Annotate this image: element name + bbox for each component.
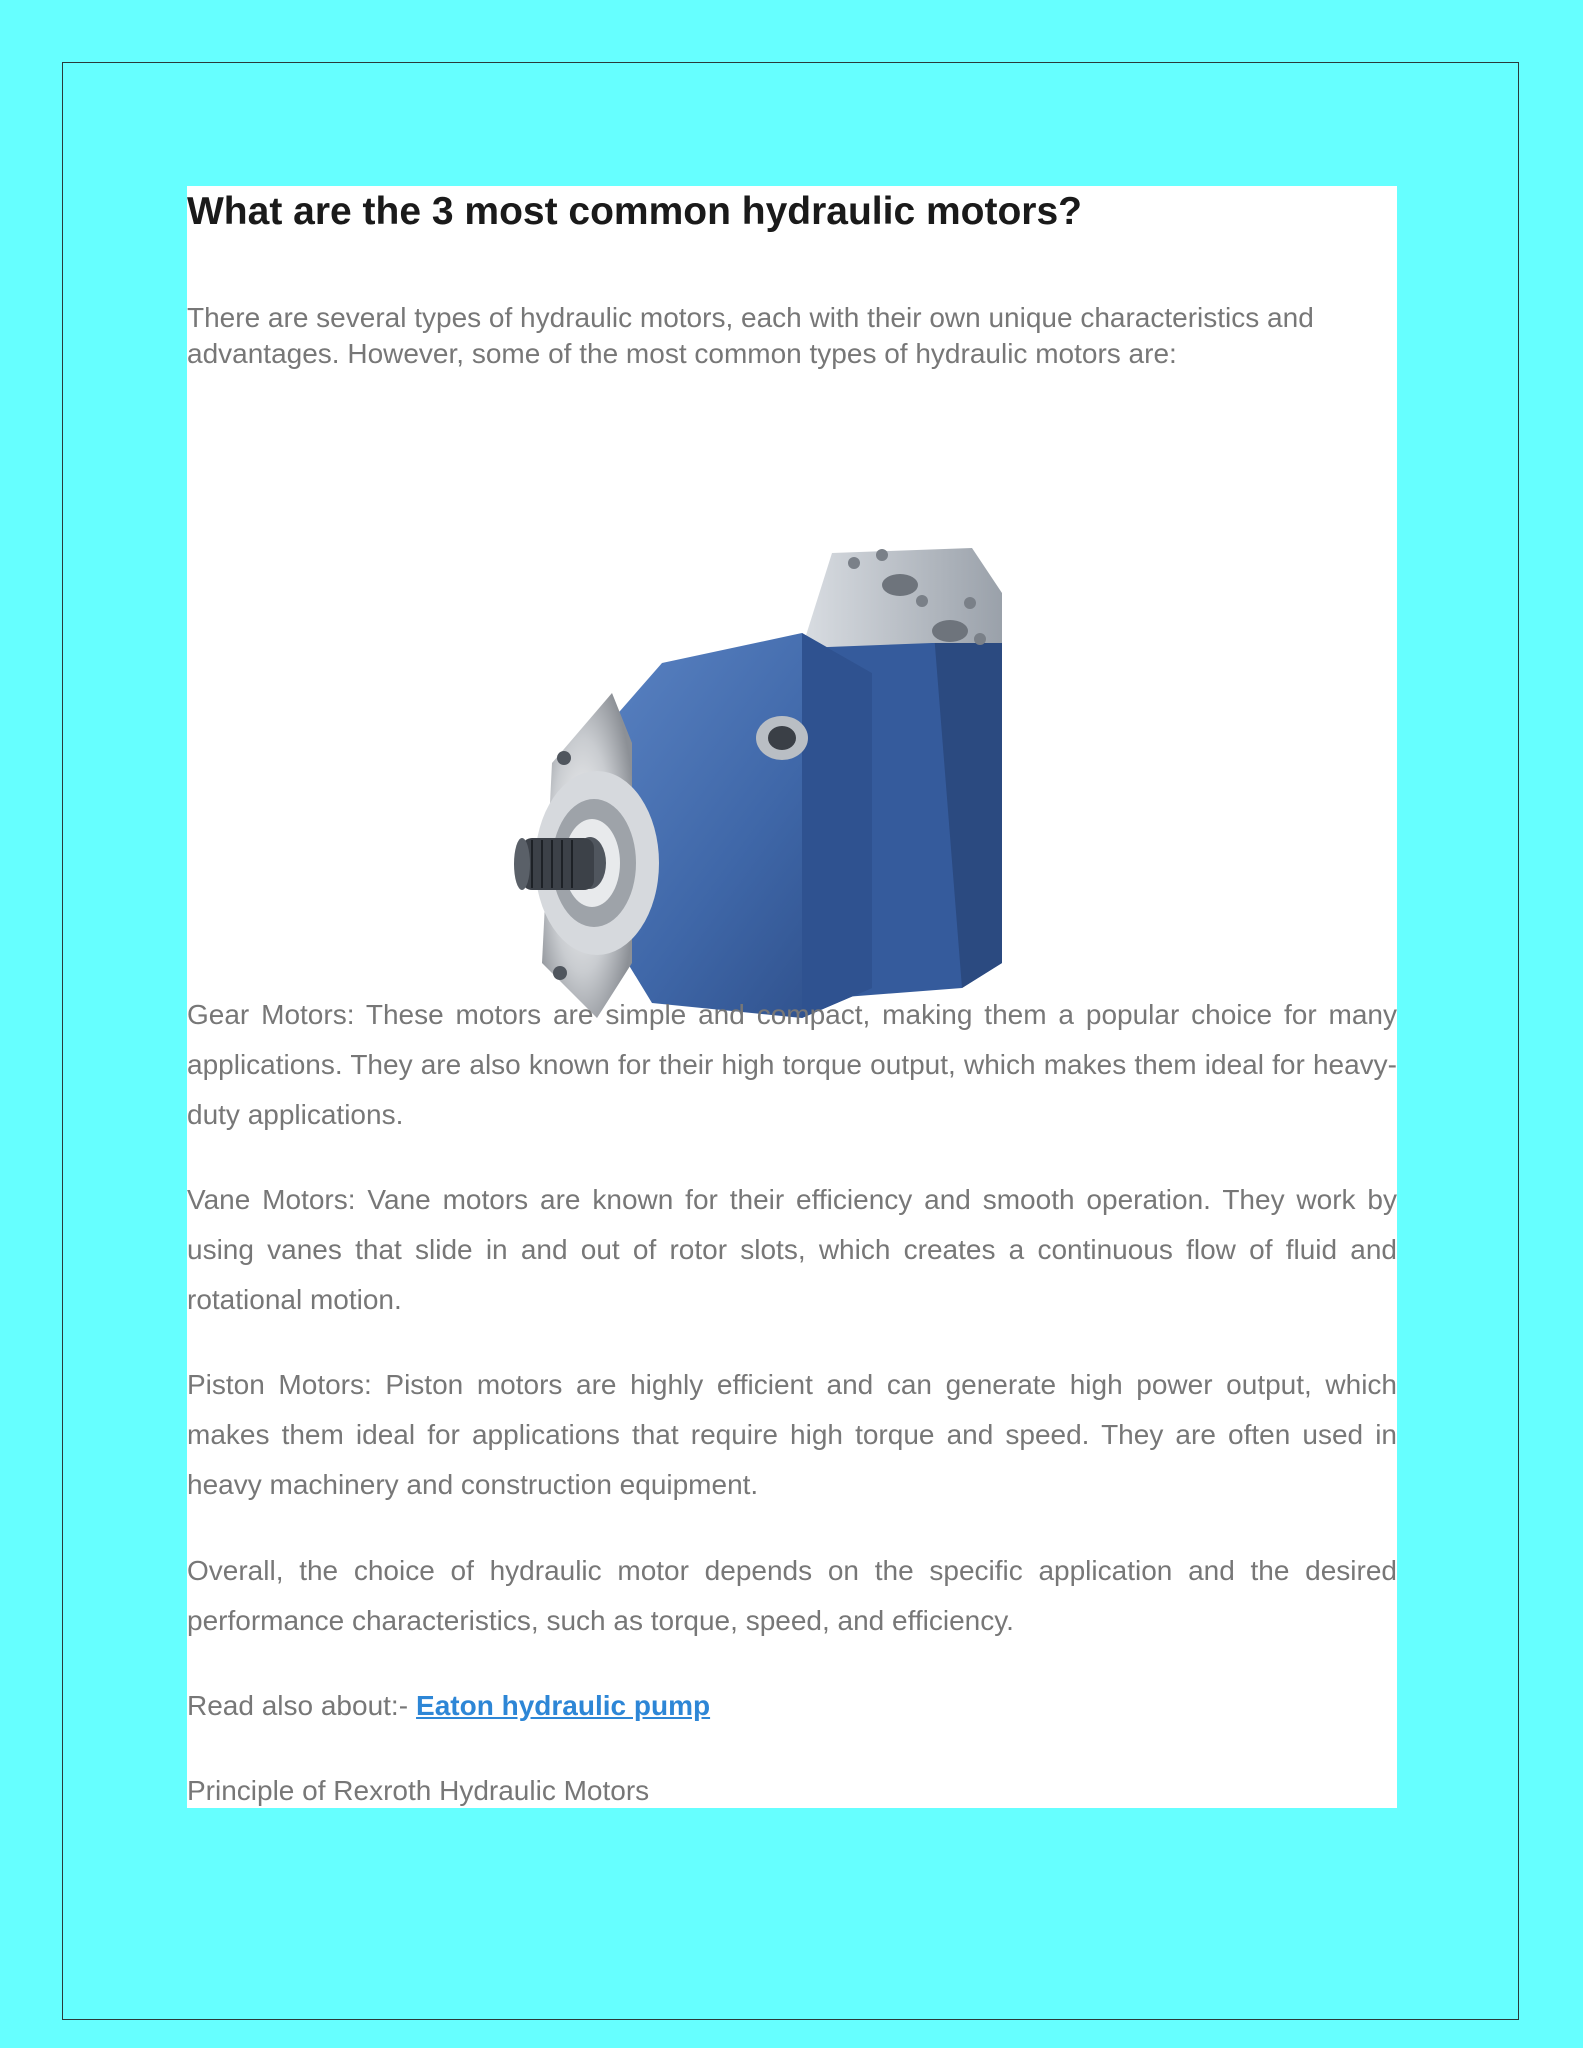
read-also-line [187, 1681, 710, 1731]
article-content [187, 186, 1397, 1808]
page-title: What are the 3 most common hydraulic motors? [187, 190, 1082, 233]
gear-motors-paragraph: Gear Motors: These motors are simple and compact, making them a popular choice for many applications. They are also known for their high torque output, which makes them ideal for heavy-duty applications. [187, 999, 1397, 1130]
hydraulic-motor-image [502, 443, 1062, 1063]
intro-paragraph: There are several types of hydraulic motors, each with their own unique characteristics and advantages. However, some of the most common types of hydraulic motors are: [187, 302, 1314, 369]
eaton-hydraulic-pump-link[interactable]: Eaton hydraulic pump [416, 1690, 711, 1721]
principle-heading: Principle of Rexroth Hydraulic Motors [187, 1775, 650, 1806]
overall-paragraph: Overall, the choice of hydraulic motor depends on the specific application and the desired performance characteristics, such as torque, speed, and efficiency. [187, 1555, 1397, 1636]
vane-motors-paragraph: Vane Motors: Vane motors are known for their efficiency and smooth operation. They work by using vanes that slide in and out of rotor slots, which creates a continuous flow of fluid and rotational motion. [187, 1184, 1397, 1315]
piston-motors-paragraph: Piston Motors: Piston motors are highly efficient and can generate high power output, which makes them ideal for applications that require high torque and speed. They are often used in heavy machinery and construction equipment. [187, 1369, 1397, 1500]
read-also-label: Read also about:- [187, 1690, 409, 1721]
